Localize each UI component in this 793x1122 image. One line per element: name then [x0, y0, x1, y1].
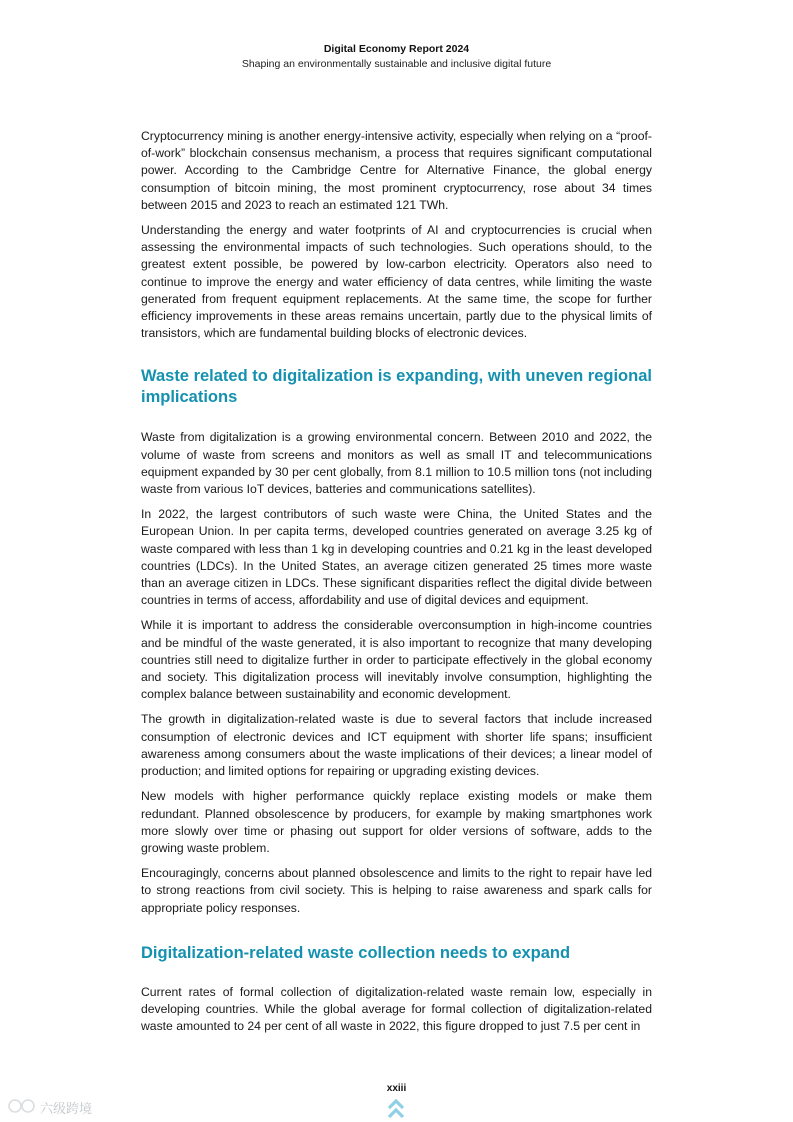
paragraph-planned-obsolescence: New models with higher performance quickly replace existing models or make them redundant. Planned obsolescence by producers, for example by making smartphones work more slowly over time or phasing out support for older versions of software, adds to the growing waste problem.	[141, 789, 652, 855]
page-number: xxiii	[386, 1083, 407, 1094]
section-heading-waste: Waste related to digitalization is expanding, with uneven regional implications	[141, 367, 652, 407]
page-header	[0, 42, 793, 71]
paragraph-overconsumption: While it is important to address the considerable overconsumption in high-income countries and be mindful of the waste generated, it is also important to recognize that many developing countries still need to digitalize further in order to participate effectively in the global economy and society. This digitalization process will inevitably involve consumption, highlighting the complex balance between sustainability and economic development.	[141, 618, 652, 702]
main-content	[141, 128, 652, 1043]
paragraph-growth-factors: The growth in digitalization-related waste is due to several factors that include increased consumption of electronic devices and ICT equipment with shorter life spans; insufficient awareness among consumers about the waste implications of their devices; a linear model of production; and limited options for repairing or upgrading existing devices.	[141, 712, 652, 779]
section-heading-collection: Digitalization-related waste collection needs to expand	[141, 943, 571, 962]
report-title: Digital Economy Report 2024	[323, 43, 470, 55]
paragraph-largest-contributors: In 2022, the largest contributors of such waste were China, the United States and the European Union. In per capita terms, developed countries generated on average 3.25 kg of waste compared with less than 1 kg in developing countries and 0.21 kg in the least developed countries (LDCs). In the United States, an average citizen generated 25 times more waste than an average citizen in LDCs. These significant disparities reflect the digital divide between countries in terms of access, affordability and use of digital devices and equipment.	[141, 507, 652, 608]
report-subtitle: Shaping an environmentally sustainable and inclusive digital future	[241, 58, 552, 70]
paragraph-crypto-mining: Cryptocurrency mining is another energy-intensive activity, especially when relying on a “proof-of-work” blockchain consensus mechanism, a process that requires significant computational power. According to the Cambridge Centre for Alternative Finance, the global energy consumption of bitcoin mining, the most prominent cryptocurrency, rose about 34 times between 2015 and 2023 to reach an estimated 121 TWh.	[141, 129, 652, 212]
paragraph-civil-society: Encouragingly, concerns about planned obsolescence and limits to the right to repair have led to strong reactions from civil society. This is helping to raise awareness and spark calls for appropriate policy responses.	[141, 866, 652, 915]
double-chevron-up-icon[interactable]	[386, 1098, 406, 1120]
paragraph-collection-rates: Current rates of formal collection of digitalization-related waste remain low, especially in developing countries. While the global average for formal collection of digitalization-related waste amounted to 24 per cent of all waste in 2022, this figure dropped to just 7.5 per cent in	[141, 984, 652, 1034]
paragraph-waste-growth: Waste from digitalization is a growing environmental concern. Between 2010 and 2022, the volume of waste from screens and monitors as well as small IT and telecommunications equipment expanded by 30 per cent globally, from 8.1 million to 10.5 million tons (not including waste from various IoT devices, batteries and communications satellites).	[141, 430, 652, 497]
watermark-text: 六级跨境	[40, 1102, 93, 1117]
paragraph-energy-water-footprints: Understanding the energy and water footprints of AI and cryptocurrencies is crucial when assessing the environmental impacts of such technologies. Such operations should, to the greatest extent possible, be powered by low-carbon electricity. Operators also need to continue to improve the energy and water efficiency of data centres, while limiting the waste generated from frequent equipment replacements. At the same time, the scope for further efficiency improvements in these areas remains uncertain, partly due to the physical limits of transistors, which are fundamental building blocks of electronic devices.	[141, 223, 652, 341]
